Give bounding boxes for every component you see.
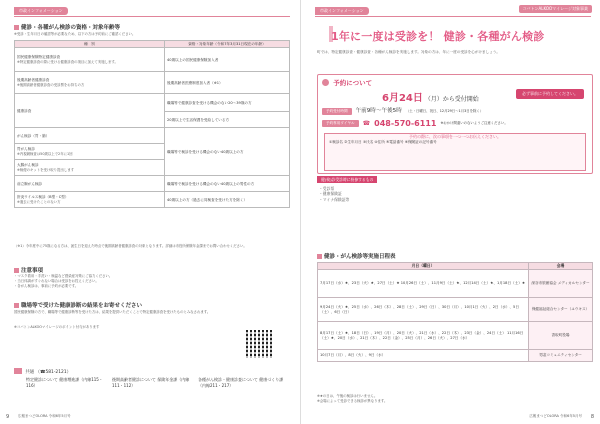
table-row (15, 176, 290, 192)
table-row (15, 94, 290, 112)
page-number: 9 (6, 414, 10, 420)
cell-dates: 7月17日（水）★、23日（火）★、27日（土）★ 10月26日（土）、11月9日（土）★、12月14日（土）★、1月18日（土）★ (318, 270, 529, 298)
contact-item: 後期高齢者健診について 保険年金課（内線111・112） (112, 377, 190, 388)
section-note: ※コバトンALKOOマイレージのポイント付与があります (14, 325, 100, 329)
advance-notice-badge: 必ず事前に予約してください。 (516, 89, 584, 99)
reservation-heading (322, 78, 372, 87)
cell-cond: 職場等で検診を受ける機会のない40歳以上の男性の方 (165, 176, 290, 192)
phone-label: 予約専用ダイヤル (322, 120, 359, 127)
phone-number[interactable]: 048-570-6111 (374, 119, 437, 128)
table-row (15, 128, 290, 144)
schedule-note: ※★の日は、午後の検診は行いません。 (317, 394, 378, 398)
right-page (300, 0, 600, 424)
cell-type: 後期高齢者健康診査 (17, 78, 50, 83)
cell-cond: 後期高齢者医療制度加入者（※1） (165, 72, 290, 94)
cell-type: 胃がん検診 (17, 147, 35, 152)
hours-note: （土・日曜日、祝日、12月29日〜1月3日を除く） (405, 109, 484, 113)
contact-common (14, 368, 71, 376)
cell-type: がん検診（胃・肺） (15, 128, 165, 144)
start-date-value: 6月24日 (382, 93, 423, 104)
reservation-box (317, 74, 593, 174)
header-type: 種 別 (15, 41, 165, 48)
footnote: （※1）今年度中に75歳になる方は、誕生日を迎えた時点で後期高齢者健康診査の対象となります。詳細は市役所保険年金課までお問い合わせください。 (14, 244, 247, 248)
bring-items-list (319, 186, 589, 202)
cell-type: 肝炎ウイルス検診（B型・C型） (17, 195, 69, 200)
table-row (318, 322, 593, 350)
cell-type: 国民健康保険特定健康診査 (17, 55, 61, 60)
mileage-badge: コバトンALKOOマイレージ対象事業 (519, 5, 592, 13)
page-title: 1年に一度は受診を！ 健診・各種がん検診 (331, 30, 545, 43)
section-text: 国民健康保険の方で、職場等で健康診断等を受けた方は、結果を提供いただくことで特定健康診査を受けたものとみなされます。 (14, 310, 211, 314)
cell-place: 男衾コミュニティセンター (529, 350, 593, 362)
cell-sub: ※検便のキットを受け取り提出します (17, 167, 75, 172)
contact-tel: （☎581-2121） (35, 370, 71, 375)
cell-cond: 40歳以上の方（過去に同検査を受けた方を除く） (165, 192, 290, 208)
cell-sub: ※特定健康診査の際に受ける健康診査の項目に加えて実施します。 (17, 59, 118, 64)
bring-item: ・健康保険証 (319, 191, 342, 197)
phone-row (322, 119, 508, 128)
notice-line: ・当日体調がすぐれない場合は受診をお控えください。 (14, 279, 99, 283)
cell-cond: 20歳以上で生活保護を受給している方 (165, 112, 290, 128)
table-row (318, 298, 593, 322)
table-row (15, 48, 290, 72)
bring-item: ・受診票 (319, 186, 335, 191)
section-tag: 市政インフォメーション (14, 7, 68, 15)
qr-code-icon[interactable] (246, 330, 274, 358)
schedule-note: ※会場によって受診できる検診が異なります。 (317, 399, 388, 403)
notice-line: ・マスク着用・手洗い・検温など感染症対策にご協力ください。 (14, 274, 113, 278)
steps-list: ①検診名 ②生年月日 ③氏名 ④住所 ⑤電話番号 ⑥保険証の記号番号 (329, 140, 437, 144)
cell-dates: 10月7日（月）、8日（火）、9日（水） (318, 350, 529, 362)
cell-type: 大腸がん検診 (17, 163, 39, 168)
hours-label: 予約受付時間 (322, 108, 352, 115)
hours-value: 午前9時〜午後5時 (355, 108, 402, 114)
bring-items-heading: 健(検)診受診時に持参するもの (317, 176, 377, 183)
cell-dates: 8月17日（土）★、18日（日）、19日（月）、20日（火）、21日（水）、22日（木）、23日（金）、24日（土） 11月16日（土）★、20日（水）、21日（木）、22日（金）、25日（月）、26日（火）、27日（水） (318, 322, 529, 350)
cell-cond: 職場等で検診を受ける機会のない40歳以上の方 (165, 128, 290, 176)
section-tag: 市政インフォメーション (315, 7, 369, 15)
header-dates: 月日（曜日） (318, 263, 529, 270)
cell-type: 健康診査 (15, 94, 165, 128)
section-heading: 職場等で受けた健康診断の結果をお寄せください (14, 301, 142, 309)
contact-label: 共通 (25, 370, 35, 375)
cell-place: 深谷市旅館協会 メディカルセンター (529, 270, 593, 298)
section-heading: 健診・各種がん検診の資格・対象年齢等 (14, 23, 120, 31)
divider (14, 16, 290, 17)
cell-cond: 40歳以上の国民健康保険加入者 (165, 48, 290, 72)
divider (315, 16, 591, 17)
notice-line: ・各がん検診は、事前に予約が必要です。 (14, 284, 79, 288)
notice-heading: 注意事項 (14, 266, 43, 274)
table-row (15, 72, 290, 94)
schedule-table (317, 262, 593, 362)
phone-icon (14, 368, 22, 374)
header-condition: 資格・対象年齢（令和7年3月31日現在の年齢） (165, 41, 290, 48)
cell-cond: 職場等で健康診査を受ける機会のない20〜39歳の方 (165, 94, 290, 112)
section-note: ※受診・生年月日の確認等が必要なため、以下の方は予約前にご確認ください。 (14, 32, 136, 36)
page-number: 8 (590, 414, 594, 420)
cell-type: 前立腺がん検診 (15, 176, 165, 192)
phone-icon: ☎ (362, 120, 371, 127)
phone-note: ※おかけ間違いのないようご注意ください。 (440, 121, 508, 125)
cell-dates: 9月24日（火）★、25日（水）、26日（木）、28日（土）、29日（日）、30日（月）、10月1日（火）、2日（水）、5日（土）、6日（日） (318, 298, 529, 322)
start-date-text: （月）から受付開始 (424, 96, 479, 103)
eligibility-table (14, 40, 290, 208)
bring-item: ・マイナ保険証等 (319, 196, 350, 202)
steps-box (324, 133, 586, 171)
schedule-heading: 健診・がん検診等実施日程表 (317, 252, 396, 260)
contact-item: 特定健診について 健康増進課（内線115・116） (26, 377, 103, 388)
table-row (318, 350, 593, 362)
header-place: 会場 (529, 263, 593, 270)
intro-text: 町では、特定健康診査・健康診査・各種がん検診を実施します。対象の方は、年に一度の受診を心がけましょう。 (317, 50, 500, 54)
cell-sub: ※内視鏡検査は50歳以上で2年に1回 (17, 151, 73, 156)
hours-row (322, 107, 483, 116)
contact-item: 各種がん検診・健康診査について 健康づくり課（内線211・217） (198, 377, 284, 388)
table-row (318, 270, 593, 298)
footer-text: 広報まつどOLORA 令和6年5月号 (18, 414, 71, 419)
table-row (15, 192, 290, 208)
cell-place: 保健福祉総合センター（ユウキス） (529, 298, 593, 322)
cell-sub: ※後期高齢者健康診査の受診票をお持ちの方 (17, 82, 85, 87)
reservation-title: 予約について (333, 79, 373, 87)
cell-place: 香取町役場 (529, 322, 593, 350)
clock-icon (322, 79, 329, 86)
steps-title: 予約の際に、次の事項を一つ一つお伝えください。 (409, 134, 501, 139)
cell-sub: ※過去に受けたことのない方 (17, 199, 61, 204)
start-date (382, 89, 479, 104)
footer-text: 広報まつどOLORA 令和6年5月号 (529, 414, 582, 419)
